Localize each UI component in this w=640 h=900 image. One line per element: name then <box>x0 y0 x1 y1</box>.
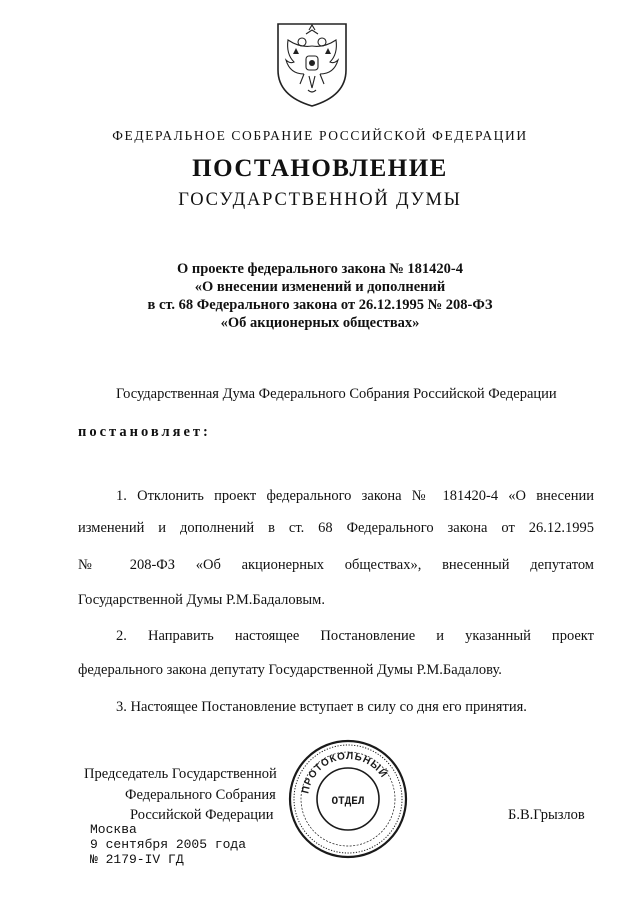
paragraph-1-line-1: 1. Отклонить проект федерального закона № 181420-4 «О внесении <box>116 488 594 504</box>
paragraph-3-line-1: 3. Настоящее Постановление вступает в силу со дня его принятия. <box>116 699 527 715</box>
issuing-body-title: ГОСУДАРСТВЕННОЙ ДУМЫ <box>178 190 462 210</box>
subject-line-2: «О внесении изменений и дополнений <box>194 279 446 295</box>
stamp-center-text: ОТДЕЛ <box>331 796 365 808</box>
signatory-title-line-1: Председатель Государственной <box>84 766 277 782</box>
place-text: Москва <box>90 822 137 837</box>
signatory-title-line-2: Федерального Собрания <box>125 787 276 803</box>
subject-line-1: О проекте федерального закона № 181420-4 <box>176 261 464 277</box>
paragraph-2-line-1: 2. Направить настоящее Постановление и указанный проект <box>116 628 594 644</box>
resolves-text: постановляет: <box>78 424 211 440</box>
subject-line-3: в ст. 68 Федерального закона от 26.12.1995 № 208-ФЗ <box>147 297 493 313</box>
signatory-name: Б.В.Грызлов <box>508 807 585 823</box>
date-text: 9 сентября 2005 года <box>90 837 247 852</box>
document-type-title: ПОСТАНОВЛЕНИЕ <box>192 155 448 182</box>
coat-of-arms-emblem <box>272 18 352 108</box>
assembly-heading: ФЕДЕРАЛЬНОЕ СОБРАНИЕ РОССИЙСКОЙ ФЕДЕРАЦИИ <box>112 128 528 143</box>
document-number: № 2179-IV ГД <box>90 852 184 867</box>
official-stamp <box>287 738 409 860</box>
paragraph-1-line-2: изменений и дополнений в ст. 68 Федерального закона от 26.12.1995 <box>78 520 594 536</box>
paragraph-1-line-4: Государственной Думы Р.М.Бадаловым. <box>78 592 325 608</box>
subject-line-4: «Об акционерных обществах» <box>220 315 420 331</box>
paragraph-2-line-2: федерального закона депутату Государственной Думы Р.М.Бадалову. <box>78 662 502 678</box>
paragraph-1-line-3: № 208-ФЗ «Об акционерных обществах», внесенный депутатом <box>78 557 594 573</box>
preamble-text: Государственная Дума Федерального Собрания Российской Федерации <box>116 386 557 402</box>
stamp-ring-text: ПРОТОКОЛЬНЫЙ <box>300 750 390 795</box>
signatory-title-line-3: Российской Федерации <box>130 807 274 823</box>
